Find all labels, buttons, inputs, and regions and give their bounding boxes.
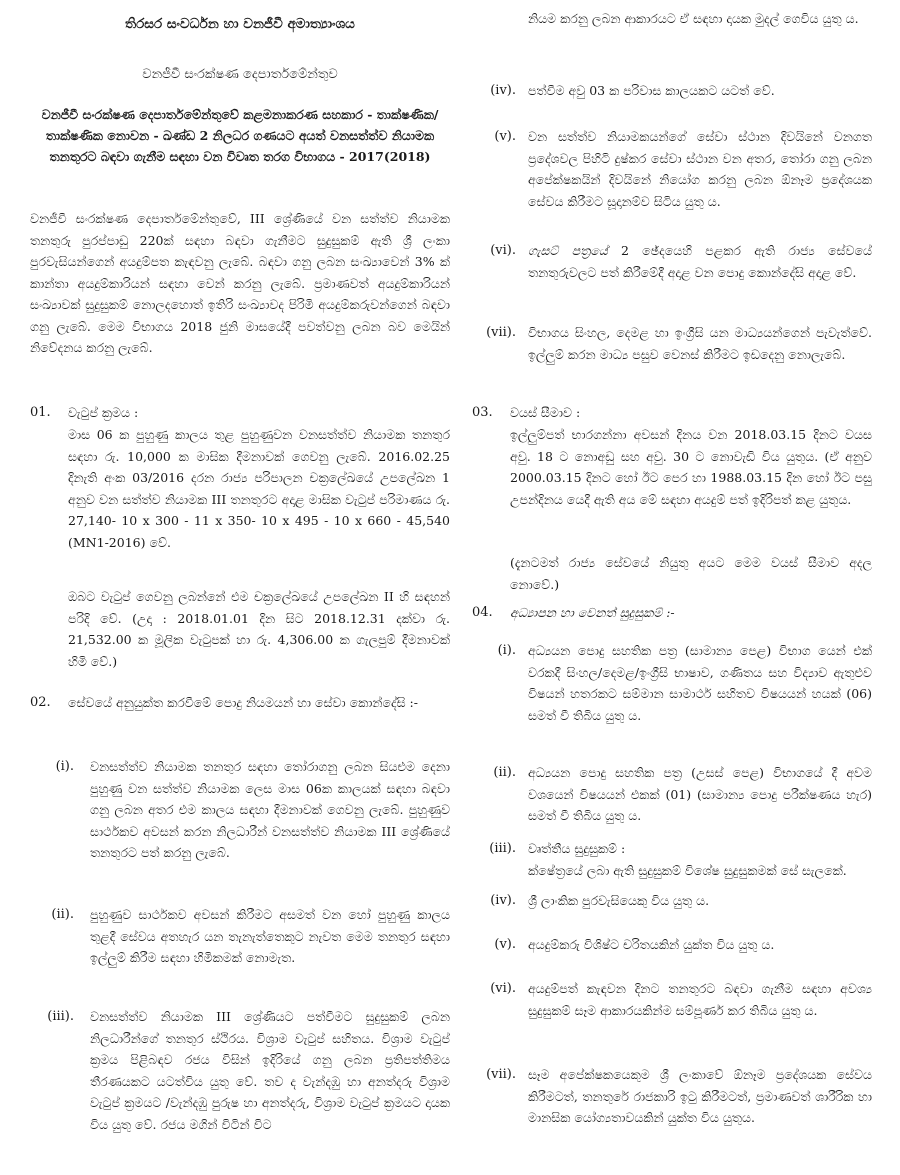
section-04-item-text: වෘත්තීය සුදුසුකම් : ක්ෂේත්‍රයේ ලබා ඇති සුදුසුකම් විශේෂ සුදුසුකමක් සේ සැලකේ. xyxy=(528,841,847,878)
section-04-item-text: ශ්‍රී ලාංකික පුරවැසියෙකු විය යුතු ය. xyxy=(528,893,710,908)
section-02-item-number: (vii). xyxy=(486,325,516,340)
exam-title: වනජීවී සංරක්ෂණ දෙපාර්තමේන්තුවේ කළමනාකරණ සහකාර - තාක්ෂණික/තාක්ෂණික නොවන - ඛණ්ඩ 2 නිලධර ගණයට අයත් වනසත්ත්ව නියාමක තනතුරට බඳවා ගැනීම සඳහා වන විවෘත තරග විභාගය - 2017(2018) xyxy=(41,107,439,164)
section-04-number: 04. xyxy=(472,605,493,620)
section-04-item-text: අධ්‍යයන පොදු සහතික පත්‍ර (උසස් පෙළ) විභාගයේ දී අවම වශයෙන් විෂයයන් එකක් (01) (සාමාන්‍ය පොදු පරීක්ෂණය හැර) සමත් වී තිබිය යුතු ය. xyxy=(528,765,872,823)
section-04-item-text: අයදුම්කරු විශිෂ්ට චරිතයකින් යුක්ත විය යුතු ය. xyxy=(528,937,775,952)
section-04-item-number: (iv). xyxy=(490,893,516,908)
section-01-title: වැටුප් ක්‍රමය : xyxy=(68,405,139,420)
section-02-item-text: වනසත්ත්ව නියාමක III ශ්‍රේණියට පත්වීමට සුදුසුකම් ලබන නිලධාරීන්ගේ තනතුර ස්ථිරය. විශ්‍රාම වැටුප් සහිතය. විශ්‍රාම වැටුප් ක්‍රමය පිළිබඳව රජය විසින් ඉදිරියේ ගනු ලබන ප්‍රතිපත්තිමය තීරණයකට යටත්විය යුතු වේ. තව ද වැන්දඹු හා අනත්දරු විශ්‍රාම වැටුප් ක්‍රමයට /වැන්දඹු පුරුෂ හා අනත්දරු, විශ්‍රාම වැටුප් ක්‍රමයට දායක විය යුතු වේ. රජය මගින් විටින් විට xyxy=(90,1009,450,1132)
section-02-item-number: (iv). xyxy=(490,83,516,98)
section-02-item-text: පත්වීම අවු 03 ක පරිවාස කාලයකට යටත් වේ. xyxy=(528,83,775,98)
section-04-item-text: අධ්‍යයන පොදු සහතික පත්‍ර (සාමාන්‍ය පෙළ) විභාග යෙන් එක් වරකදී සිංහල/දෙමළ/ඉංග්‍රීසි භාෂාව, ගණිතය සහ විද්‍යාව ඇතුළුව විෂයන් හතරකට සම්මාන සාමාර්ථ සහිතව විෂයයන් හයක් (06) සමත් වී තිබිය යුතු ය. xyxy=(528,643,872,723)
section-02-item-text: වන සත්ත්ව නියාමකයන්ගේ සේවා ස්ථාන දිවයිනේ වනගත ප්‍රදේශවල පිහිටි දුෂ්කර සේවා ස්ථාන වන අතර, තෝරා ගනු ලබන අපේක්ෂකයින් දිවයිනේ නියෝග කරනු ලබන ඕනෑම ප්‍රදේශයක සේවය කිරීමට සූදානම්ව සිටිය යුතු ය. xyxy=(528,129,872,209)
section-02-item-number: (v). xyxy=(494,129,516,144)
section-03-para-2: (දැනටමත් රාජ්‍ය සේවයේ නියුතු අයට මෙම වයස් සීමාව අදල නොවේ.) xyxy=(510,555,872,592)
section-02-item-number: (ii). xyxy=(51,907,74,922)
section-03-number: 03. xyxy=(472,405,493,420)
section-04-item-text: සෑම අපේක්ෂකයෙකුම ශ්‍රී ලංකාවේ ඕනෑම ප්‍රදේශයක සේවය කිරීමටත්, තනතුරේ රාජකාරි ඉටු කිරීමටත්, ප්‍රමාණවත් ශාරීරික හා මානසික යෝග්‍යතාවයකින් යුක්ත විය යුතුය. xyxy=(528,1067,872,1125)
section-04-item-number: (v). xyxy=(494,937,516,952)
section-02-title: සේවයේ අනුයුක්ත කරවීමේ පොදු නියමයන් හා සේවා කොන්දේසි :- xyxy=(68,695,418,710)
section-01-number: 01. xyxy=(30,405,51,420)
section-03-title: වයස් සීමාව : xyxy=(510,405,581,420)
gazette-reference: ගැසට් පත්‍රයේ xyxy=(528,243,608,258)
section-02-item-text: පුහුණුව සාර්ථකව අවසන් කිරීමට අසමත් වන හෝ පුහුණු කාලය තුළදී සේවය අතහැර යන තැනැත්තෙකුට නැවත මෙම තනතුර සඳහා ඉල්ලුම් කිරීම සඳහා හිමිකමක් නොමැත. xyxy=(90,907,450,965)
section-04-item-number: (iii). xyxy=(489,841,516,856)
department-title: වනජීවී සංරක්ෂණ දෙපාර්තමේන්තුව xyxy=(142,67,338,82)
section-02-item-text xyxy=(528,240,872,283)
section-01-para-1: මාස 06 ක පුහුණු කාලය තුළ පුහුණුවන වනසත්ත්ව නියාමක තනතුර සඳහා රු. 10,000 ක මාසික දීමනාවක් ගෙවනු ලැබේ. 2016.02.25 දිනැති අංක 03/2016 දරන රාජ්‍ය පරිපාලන චක්‍රලේඛයේ උපලේඛන 1 අනුව වන සත්ත්ව නියාමක III තනතුරට අදාළ මාසික වැටුප් පරිමාණය රු. 27,140- 10 x 300 - 11 x 350- 10 x 495 - 10 x 660 - 45,540 (MN1-2016) වේ. xyxy=(68,427,450,550)
section-02-item-number: (vi). xyxy=(490,243,516,258)
intro-paragraph: වනජීවී සංරක්ෂණ දෙපාර්තමේන්තුවේ, III ශ්‍රේණියේ වන සත්ත්ව නියාමක තනතුරු පුරප්පාඩු 220ක් සඳහා බඳවා ගැනීමට සුදුසුකම් ඇති ශ්‍රී ලංකා පුරවැසියන්ගෙන් අයදුම්පත කැඳවනු ලැබේ. බඳවා ගනු ලබන සංඛ්‍යාවෙන් 3% ක් කාන්තා අයදුම්කාරියන් සඳහා වෙන් කරනු ලැබේ. ප්‍රමාණවත් අයදුම්කාරියන් සංඛ්‍යාවක් සුදුසුකම් නොලදහොත් ඉතිරි සංඛ්‍යාවද පිරිමි අයදුම්කරුවන්ගෙන් බඳවා ගනු ලැබේ. මෙම විභාගය 2018 ජුනි මාසයේදී පවත්වනු ලබන බව මෙයින් නිවේදනය කරනු ලැබේ. xyxy=(30,211,450,355)
section-02-item-text: වනසත්ත්ව නියාමක තනතුර සඳහා තෝරාගනු ලබන සියළුම දෙනා පුහුණු වන සත්ත්ව නියාමක ලෙස මාස 06ක කාලයක් සඳහා බඳවා ගනු ලබන අතර එම කාලය සඳහා දීමනාවක් ගෙවනු ලැබේ. පුහුණුව සාර්ථකව අවසන් කරන නිලධාරීන් වනසත්ත්ව නියාමක III ශ්‍රේණියේ තනතුරට පත් කරනු ලැබේ. xyxy=(90,759,450,860)
section-02-item-continuation: නියම කරනු ලබන ආකාරයට ඒ සඳහා දායක මුදල් ගෙවිය යුතු ය. xyxy=(528,11,859,26)
section-02-number: 02. xyxy=(30,695,51,710)
section-04-title: අධ්‍යාපන හා වෙනත් සුදුසුකම් :- xyxy=(510,605,675,620)
section-02-item-number: (iii). xyxy=(47,1009,74,1024)
section-02-item-number: (i). xyxy=(55,759,74,774)
section-04-item-number: (vii). xyxy=(486,1067,516,1082)
section-02-item-text: විභාගය සිංහල, දෙමළ හා ඉංග්‍රීසි යන මාධ්‍යයන්ගෙන් පැවැත්වේ. ඉල්ලුම් කරන මාධ්‍ය පසුව වෙනස් කිරීමට ඉඩදෙනු නොලැබේ. xyxy=(528,325,872,362)
section-01-para-2: ඔබට වැටුප් ගෙවනු ලබන්නේ එම චක්‍රලේඛයේ උපලේඛන II හි සඳහන් පරිදි වේ. (උදා : 2018.01.01 දින සිට 2018.12.31 දක්වා රු. 21,532.00 ක මූලික වැටුපක් හා රු. 4,306.00 ක ගැලපුම් දීමනාවක් හිමි වේ.) xyxy=(68,589,450,669)
section-04-item-text: අයදුම්පත් කැඳවන දිනට තනතුරට බඳවා ගැනීම සඳහා අවශ්‍ය සුදුසුකම් සෑම ආකාරයකින්ම සම්පූර්ණ කර තිබිය යුතු ය. xyxy=(528,981,872,1018)
section-04-item-number: (vi). xyxy=(490,981,516,996)
ministry-title: තිරසර සංවර්ධන හා වනජීවී අමාත්‍යාංශය xyxy=(125,16,355,32)
section-04-item-number: (i). xyxy=(497,643,516,658)
section-04-item-number: (ii). xyxy=(493,765,516,780)
item-text-rest: 2 ඡේදයෙහි පළකර ඇති රාජ්‍ය සේවයේ තනතුරුවලට පත් කිරීමේදී අදාළ වන පොදු කොන්දේසි අදාළ වේ. xyxy=(528,243,872,280)
section-03-para-1: ඉල්ලුම්පත් භාරගන්නා අවසන් දිනය වන 2018.03.15 දිනට වයස අවු. 18 ට නොඅඩු සහ අවු. 30 ට නොවැඩි විය යුතුය. (ඒ අනුව 2000.03.15 දිනට හෝ ඊට පෙර හා 1988.03.15 දින හෝ ඊට පසු උපන්දිනය යෙදී ඇති අය මේ සඳහා අයදුම් පත් ඉදිරිපත් කළ යුතුය. xyxy=(510,427,872,507)
